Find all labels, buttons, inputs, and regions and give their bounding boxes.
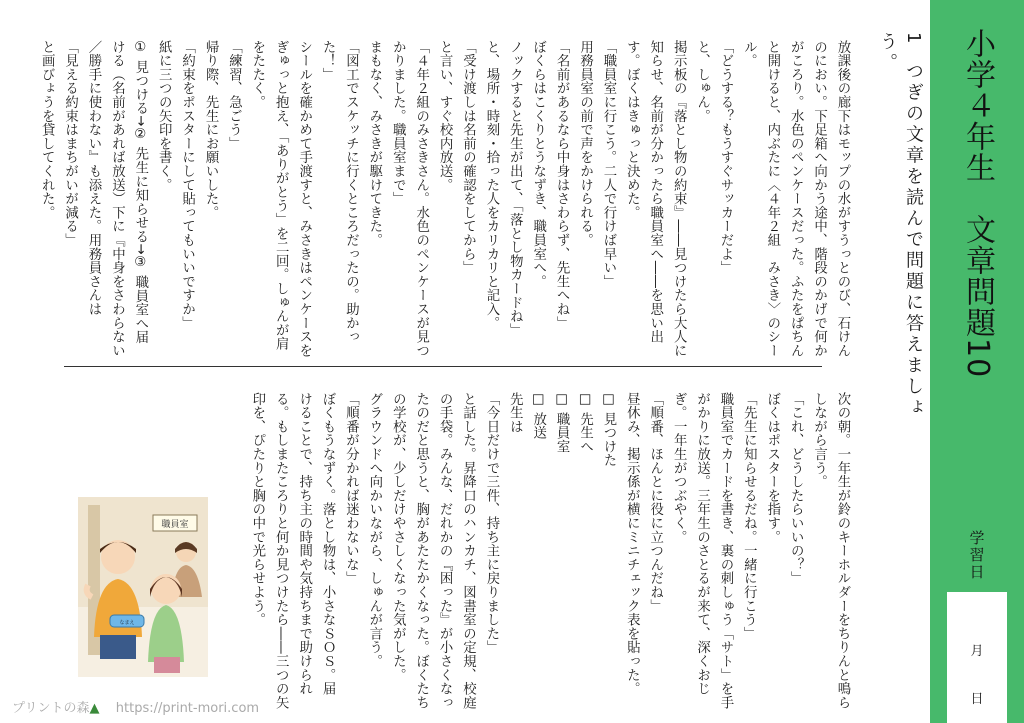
story-line: 「４年２組のみさきさん。水色のペンケースが見つ [413, 40, 429, 358]
staff-room-sign: 職員室 [161, 520, 189, 530]
story-line: 放課後の廊下はモップの水がすうっとのび、石けん [835, 40, 850, 358]
section-divider [64, 366, 822, 367]
story-line: 先生は [507, 392, 523, 434]
story-line: ける（名前があれば放送）下に『中身をさわらない [109, 40, 125, 358]
story-line: ノックすると先生が出て、「落とし物カードね」 [507, 40, 523, 337]
date-box [947, 592, 1007, 723]
story-line: と話した。昇降口のハンカチ、図書室の定規、校庭 [460, 392, 476, 710]
day-label: 日 [970, 692, 984, 707]
story-line: □ 放送 [530, 392, 546, 440]
story-line: がころり。水色のペンケースだった。ふたをぱちん [788, 40, 804, 358]
story-line: □ 見つけた [600, 392, 616, 468]
story-line: ぼくはポスターを指す。 [764, 392, 780, 544]
story-line: たのだと思うと、胸があたたかくなった。ぼくたち [413, 392, 429, 710]
story-bottom [234, 392, 854, 710]
story-line: 「練習、急ごう」 [226, 40, 242, 151]
story-line: と開けると、内ぶたに〈４年２組 みさき〉のシー [764, 40, 780, 358]
story-line: 「どうする？もうすぐサッカーだよ」 [717, 40, 733, 275]
story-line: □ 先生へ [577, 392, 593, 454]
story-line: 用務員室の前で声をかけられる。 [577, 40, 593, 247]
story-line: 「名前があるなら中身はさわらず、先生へね」 [554, 40, 570, 330]
story-line: 「見える約束はまちがいが減る」 [62, 40, 78, 247]
month-label: 月 [970, 644, 984, 659]
worksheet-title: 小学４年生 文章問題10 [960, 28, 995, 379]
story-line: シールを確かめて手渡すと、みさきはペンケースを [296, 40, 312, 358]
children-illustration [78, 497, 208, 677]
story-line: 印を、ぴたりと胸の中で光らせよう。 [249, 392, 265, 627]
pencil-case-label: なまえ [119, 620, 135, 626]
story-line: かりました。職員室まで」 [390, 40, 406, 206]
story-line: る。もしまたころりと何か見つけたら――三つの矢 [273, 392, 289, 710]
story-line: 「職員室に行こう。二人で行けば早い」 [600, 40, 616, 289]
question-prompt [874, 32, 926, 432]
story-line: 「先生に知らせるだね。一緒に行こう」 [741, 392, 757, 641]
story-line: ぎ。一年生がつぶやく。 [671, 392, 687, 544]
footer-url[interactable]: https://print-mori.com [115, 701, 260, 716]
story-line: 「順番が分かれば迷わないな」 [343, 392, 359, 586]
story-line: 「約束をポスターにして貼ってもいいですか」 [179, 40, 195, 330]
story-line: と、場所・時刻・拾った人をカリカリと記入。 [483, 40, 499, 330]
story-line: 帰り際、先生にお願いした。 [203, 40, 219, 220]
story-line: グラウンドへ向かいながら、しゅんが言う。 [366, 392, 382, 668]
tree-icon: ▲ [89, 701, 100, 716]
footer [12, 697, 259, 716]
story-line: 「これ、どうしたらいいの？」 [788, 392, 804, 586]
story-line: ぼくらはこくりとうなずき、職員室へ。 [530, 40, 546, 289]
story-line: をたたく。 [249, 40, 265, 109]
story-line: 次の朝。一年生が鈴のキーホルダーをちりんと鳴ら [835, 392, 850, 710]
story-line: ル。 [741, 40, 757, 68]
story-line: 「今日だけで三件、持ち主に戻りました」 [483, 392, 499, 655]
story-line: 「受け渡しは名前の確認をしてから」 [460, 40, 476, 275]
story-line: た！」 [320, 40, 336, 82]
footer-brand: プリントの森 [12, 701, 90, 716]
story-line: ／勝手に使わない』も添えた。用務員さんは [86, 40, 101, 316]
story-line: す。ぼくはきゅっと決めた。 [624, 40, 640, 220]
story-line: の学校が、少しだけやさしくなった気がした。 [390, 392, 406, 682]
question-text: つぎの文章を読んで問題に答えましょう。 [877, 32, 924, 419]
story-line: ① 見つける→② 先生に知らせる→③ 職員室へ届 [132, 40, 148, 345]
story-line: しながら言う。 [811, 392, 827, 489]
story-line: けることで、持ち主の時間や気持ちまで助けられ [296, 392, 312, 696]
story-line: 昼休み、掲示係が横にミニチェック表を貼った。 [624, 392, 640, 696]
story-line: の手袋。みんな、だれかの『困った』が小さくなっ [437, 392, 453, 710]
story-line: と、しゅん。 [694, 40, 710, 123]
story-top [39, 40, 854, 358]
story-line: 「順番、ほんとに役に立つんだね」 [647, 392, 663, 613]
story-line: □ 職員室 [554, 392, 570, 454]
story-line: ぼくもうなずく。落とし物は、小さなＳＯＳ。届 [320, 392, 336, 696]
story-line: まもなく、みさきが駆けてきた。 [366, 40, 382, 247]
story-line: がかりに放送。三年生のさとるが来て、深くおじ [694, 392, 710, 696]
story-line: 「図工でスケッチに行くところだったの。助かっ [343, 40, 359, 344]
story-line: 掲示板の『落とし物の約束』――見つけたら大人に [671, 40, 687, 358]
question-number: 1 [903, 32, 924, 44]
story-line: 職員室でカードを書き、裏の刺しゅう「サト」を手 [717, 392, 733, 710]
story-line: のにおい。下足箱へ向かう途中、階段のかげで何か [811, 40, 827, 358]
study-day-label: 学習日 [967, 530, 986, 581]
story-line: 紙に三つの矢印を書く。 [156, 40, 172, 192]
story-line: 知らせ、名前が分かったら職員室へ――を思い出 [647, 40, 663, 344]
story-line: ぎゅっと抱え、「ありがとう」を二回。しゅんが肩 [273, 40, 289, 351]
story-line: と画びょうを貸してくれた。 [39, 40, 55, 220]
header-band [930, 0, 1024, 723]
story-line: と言い、すぐ校内放送。 [437, 40, 453, 192]
